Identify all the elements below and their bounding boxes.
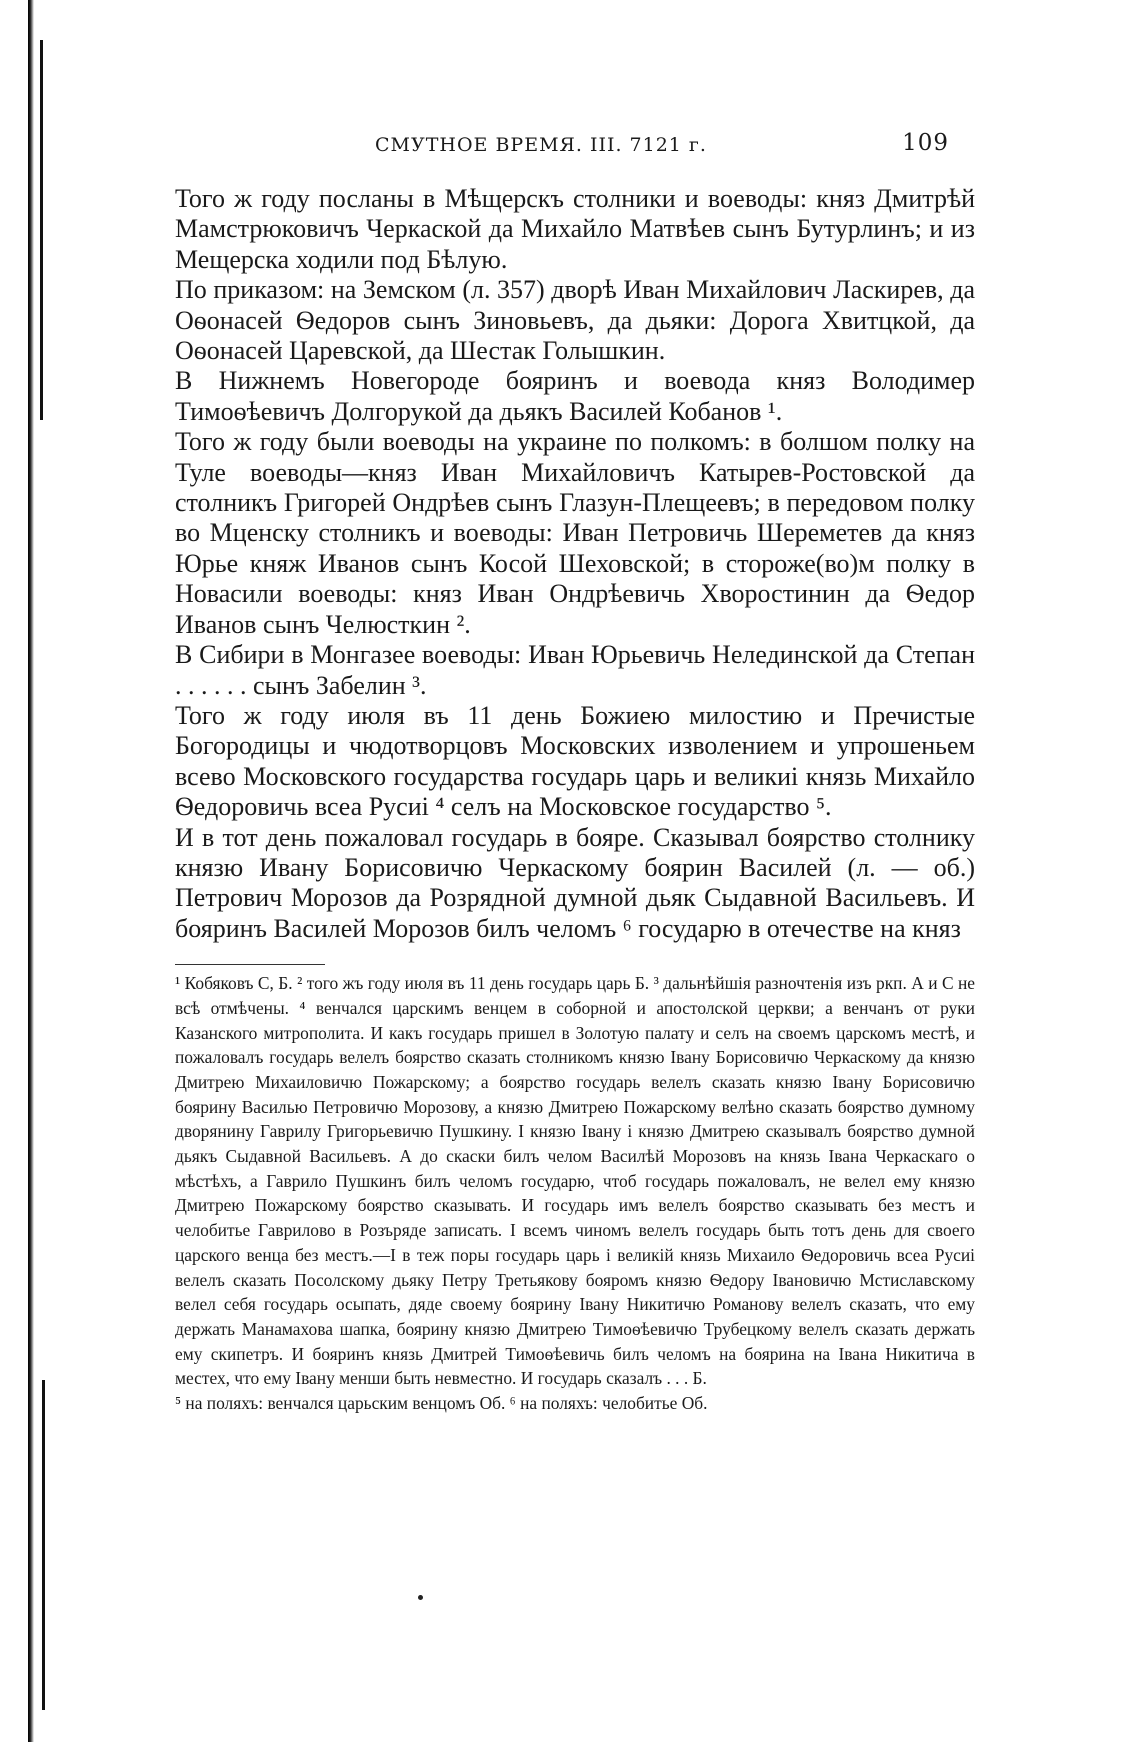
- scan-edge: [40, 40, 43, 420]
- paragraph: В Сибири в Монгазее воеводы: Иван Юрьевичь Нелединской да Степан . . . . . . сынъ Забелин ³.: [175, 640, 975, 700]
- paragraph: Того ж году июля въ 11 день Божиею милостию и Пречистые Богородицы и чюдотворцовъ Московских изволением и упрошеньем всево Московского государства государь царь и великиі князь Михайло Ѳедоровичь всеа Русиі ⁴ селъ на Московское государство ⁵.: [175, 700, 975, 822]
- footnote-rule: [175, 964, 325, 965]
- ink-dot: [418, 1595, 423, 1600]
- scan-edge: [28, 0, 34, 1742]
- footnotes: [175, 971, 975, 1416]
- main-text: [175, 184, 975, 944]
- footnote: ¹ Кобяковъ С, Б. ² того жъ году июля въ 11 день государь царь Б. ³ дальнѣйшія разночтенія изъ ркп. А и С не всѣ отмѣчены. ⁴ венчался царскимъ венцем в соборной и апостолской церкви; а венчанъ от руки Казанского митрополита. И какъ государь пришел в Золотую палату и селъ на своемъ царскомъ местѣ, и пожаловалъ государь велелъ боярство сказать столникомъ князю Івану Борисовичю Черкаскому да князю Дмитрею Михаиловичю Пожарскому; а боярство государь велелъ сказать князю Івану Борисовичю боярину Василью Петровичю Морозову, а князю Дмитрею Пожарскому велѣно сказать боярство думному дворянину Гаврилу Григорьевичю Пушкину. І князю Івану і князю Дмитрею сказывалъ боярство думной дьякъ Сыдавной Васильевъ. А до скаски билъ челом Василѣй Морозовъ на князь Івана Черкаскаго о мѣстѣхъ, а Гаврило Пушкинъ билъ челомъ государю, чтоб государь пожаловалъ, не велел ему князю Дмитрею Пожарскому боярство сказывать. И государь имъ велелъ боярство сказывать без местъ и челобитье Гаврилово в Розъряде записать. І всемъ чиномъ велелъ государь быть тотъ день для своего царского венца без местъ.—І в теж поры государь царь і великій князь Михаило Ѳедоровичь всеа Русиі велелъ сказать Посолскому дьяку Петру Третьякову бояромъ князю Ѳедору Івановичю Мстиславскому велел себя государь осыпать, дяде своему боярину Івану Никитичю Романову велелъ сказать, что ему держать Манамахова шапка, боярину князю Дмитрею Тимоѳѣевичю Трубецкому велелъ сказать держать ему скипетръ. И бояринъ князь Дмитрей Тимоѳѣевичь билъ челомъ на боярина на Івана Никитича в местех, что ему Івану менши быть невместно. И государь сказалъ . . . Б.: [175, 973, 975, 1389]
- paragraph: В Нижнемъ Новегороде бояринъ и воевода княз Володимер Тимоѳѣевичъ Долгорукой да дьякъ Василей Кобанов ¹.: [175, 366, 975, 426]
- paragraph: По приказом: на Земском (л. 357) дворѣ Иван Михайлович Ласкирев, да Оѳонасей Ѳедоров сынъ Зиновьевъ, да дьяки: Дорога Хвитцкой, да Оѳонасей Царевской, да Шестак Голышкин.: [175, 275, 975, 366]
- paragraph: И в тот день пожаловал государь в бояре. Сказывал боярство столнику князю Ивану Борисовичю Черкаскому боярин Василей (л. — об.) Петрович Морозов да Розрядной думной дьяк Сыдавной Васильевъ. И бояринъ Василей Морозов билъ челомъ ⁶ государю в отечестве на княз: [175, 822, 975, 943]
- paragraph: Того ж году были воеводы на украине по полкомъ: в болшом полку на Туле воеводы—княз Иван Михайловичъ Катырев-Ростовской да столникъ Григорей Ондрѣев сынъ Глазун-Плещеевъ; в передовом полку во Мценску столникъ и воеводы: Иван Петровичь Шереметев да княз Юрье княж Иванов сынъ Косой Шеховской; в стороже(во)м полку в Новасили воеводы: княз Иван Ондрѣевичь Хворостинин да Ѳедор Иванов сынъ Челюсткин ².: [175, 427, 975, 639]
- scan-edge: [42, 1380, 45, 1710]
- paragraph: Того ж году посланы в Мѣщерскъ столники и воеводы: княз Дмитрѣй Мамстрюковичъ Черкаской да Михайло Матвѣев сынъ Бутурлинъ; и из Мещерска ходили под Бѣлую.: [175, 184, 975, 274]
- page: [175, 128, 975, 1416]
- running-title: СМУТНОЕ ВРЕМЯ. III. 7121 г.: [375, 134, 707, 156]
- page-number: 109: [902, 130, 949, 156]
- page-header: [175, 128, 975, 168]
- footnote: ⁵ на поляхъ: венчался царьским венцомъ Об. ⁶ на поляхъ: челобитье Об.: [175, 1393, 708, 1414]
